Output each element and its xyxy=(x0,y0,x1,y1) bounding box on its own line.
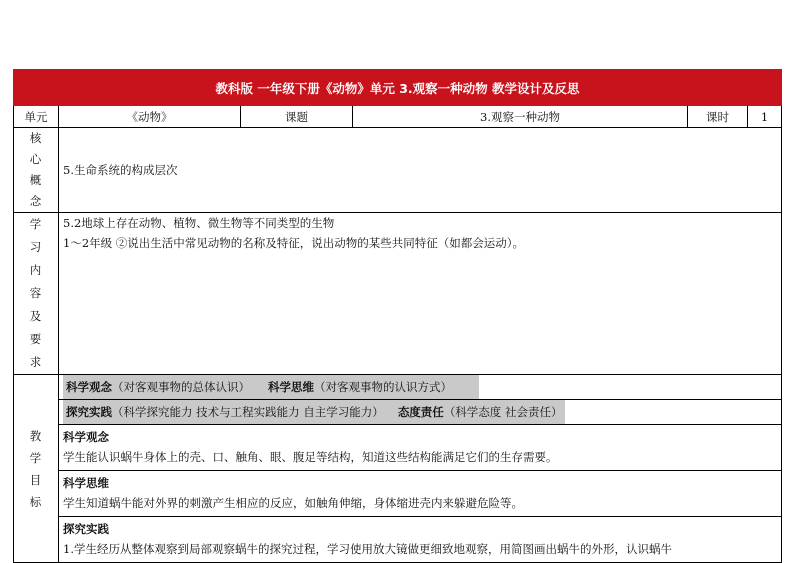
goals-section-concept xyxy=(59,425,781,471)
goals-section-practice xyxy=(59,517,781,562)
unit-label: 单元 xyxy=(14,106,59,128)
core-concept-row xyxy=(14,128,782,213)
goals-summary-1 xyxy=(59,375,781,400)
unit-value: 《动物》 xyxy=(59,106,241,128)
learning-label: 学习内容及要求 xyxy=(14,213,59,375)
goals-summary-1-highlight: 科学观念（对客观事物的总体认识） 科学思维（对客观事物的认识方式） xyxy=(63,375,479,399)
learning-line-1: 5.2地球上存在动物、植物、微生物等不同类型的生物 xyxy=(63,216,335,230)
learning-row xyxy=(14,213,782,375)
goals-summary-2-highlight: 探究实践（科学探究能力 技术与工程实践能力 自主学习能力） 态度责任（科学态度 社会责任） xyxy=(63,400,565,424)
hours-value: 1 xyxy=(748,106,782,128)
title-row xyxy=(14,70,782,106)
core-concept-label: 核心概念 xyxy=(14,128,59,213)
hours-label: 课时 xyxy=(688,106,748,128)
goals-content xyxy=(59,375,782,563)
learning-line-2: 1～2年级 ②说出生活中常见动物的名称及特征，说出动物的某些共同特征（如都会运动）。 xyxy=(63,236,525,250)
goals-summary-2 xyxy=(59,400,781,425)
goals-section-thinking-text: 学生知道蜗牛能对外界的刺激产生相应的反应，如触角伸缩，身体缩进壳内来躲避危险等。 xyxy=(63,496,523,510)
goals-section-thinking xyxy=(59,471,781,517)
document-title: 教科版 一年级下册《动物》单元 3.观察一种动物 教学设计及反思 xyxy=(14,70,782,106)
goals-section-practice-text: 1.学生经历从整体观察到局部观察蜗牛的探究过程，学习使用放大镜做更细致地观察，用简图画出蜗牛的外形，认识蜗牛 xyxy=(63,542,672,556)
goals-section-concept-head: 科学观念 xyxy=(63,430,109,444)
goals-label: 教学目标 xyxy=(14,375,59,563)
header-row xyxy=(14,106,782,128)
lesson-label: 课题 xyxy=(241,106,353,128)
lesson-plan-document xyxy=(13,69,781,563)
goals-row xyxy=(14,375,782,563)
core-concept-text: 5.生命系统的构成层次 xyxy=(59,128,782,213)
lesson-value: 3.观察一种动物 xyxy=(353,106,688,128)
goals-section-practice-head: 探究实践 xyxy=(63,522,109,536)
lesson-plan-table xyxy=(13,69,782,563)
goals-section-concept-text: 学生能认识蜗牛身体上的壳、口、触角、眼、腹足等结构，知道这些结构能满足它们的生存需要。 xyxy=(63,450,558,464)
learning-content xyxy=(59,213,782,375)
goals-section-thinking-head: 科学思维 xyxy=(63,476,109,490)
